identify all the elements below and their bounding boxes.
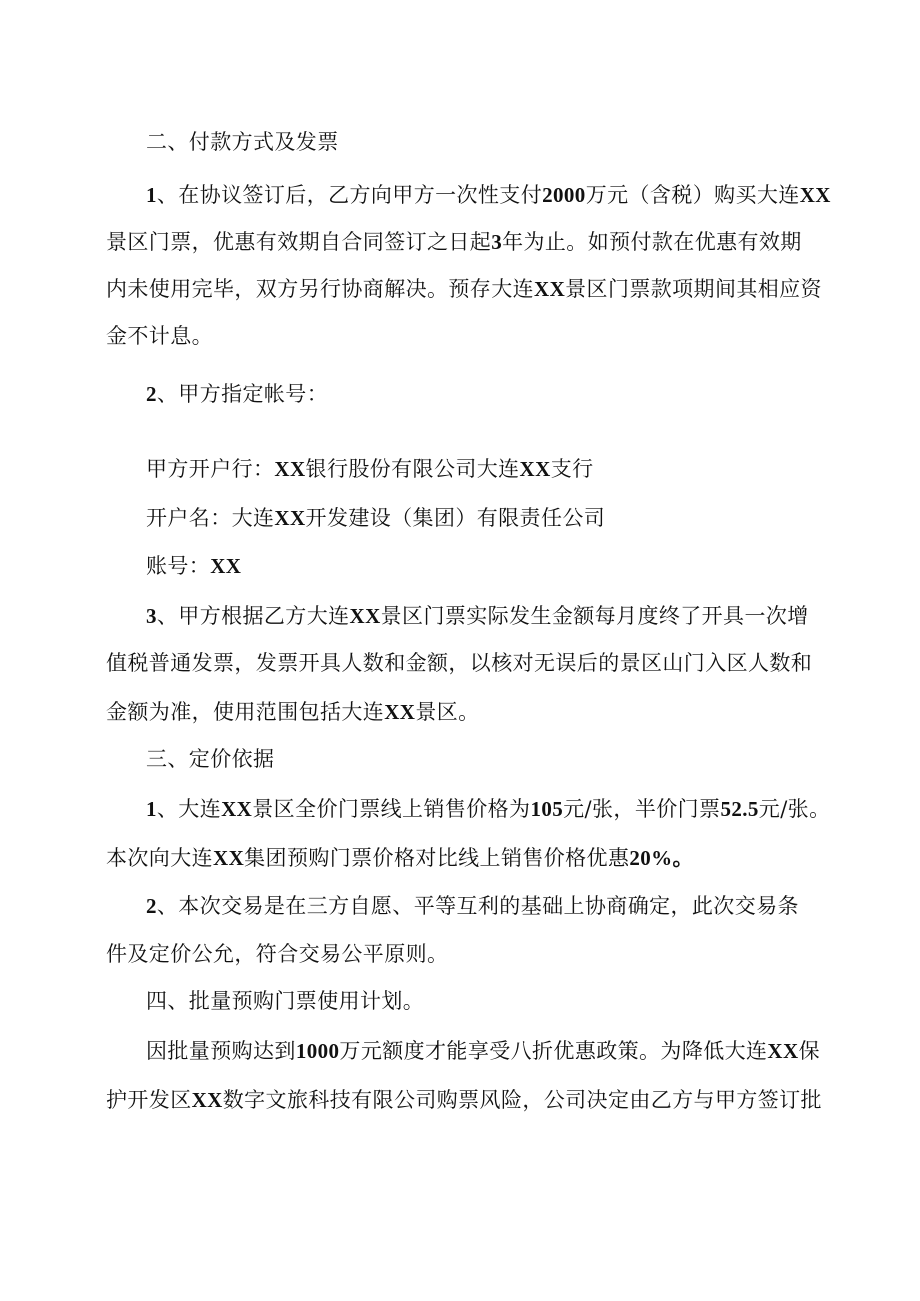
paragraph-line: 景区门票，优惠有效期自合同签订之日起3年为止。如预付款在优惠有效期 [106, 230, 802, 254]
bank-name-line: 甲方开户行：XX银行股份有限公司大连XX支行 [146, 457, 594, 481]
paragraph-line: 金不计息。 [106, 324, 213, 348]
paragraph-line: 3、甲方根据乙方大连XX景区门票实际发生金额每月度终了开具一次增 [146, 604, 809, 628]
account-number-line: 账号：XX [146, 554, 242, 578]
paragraph-line: 金额为准，使用范围包括大连XX景区。 [106, 700, 480, 724]
paragraph-line: 因批量预购达到1000万元额度才能享受八折优惠政策。为降低大连XX保 [146, 1039, 820, 1063]
section-heading-plan: 四、批量预购门票使用计划。 [146, 989, 425, 1013]
paragraph-line: 内未使用完毕，双方另行协商解决。预存大连XX景区门票款项期间其相应资 [106, 277, 822, 301]
paragraph-line: 本次向大连XX集团预购门票价格对比线上销售价格优惠20%。 [106, 846, 694, 870]
section-heading-pricing: 三、定价依据 [146, 747, 275, 771]
account-name-line: 开户名：大连XX开发建设（集团）有限责任公司 [146, 506, 606, 530]
paragraph-line: 2、本次交易是在三方自愿、平等互利的基础上协商确定，此次交易条 [146, 894, 799, 918]
section-heading-payment: 二、付款方式及发票 [146, 130, 339, 154]
paragraph-line: 2、甲方指定帐号： [146, 382, 329, 406]
paragraph-line: 件及定价公允，符合交易公平原则。 [106, 942, 449, 966]
paragraph-line: 值税普通发票，发票开具人数和金额，以核对无误后的景区山门入区人数和 [106, 651, 813, 675]
paragraph-line: 1、在协议签订后，乙方向甲方一次性支付2000万元（含税）购买大连XX [146, 183, 831, 207]
paragraph-line: 护开发区XX数字文旅科技有限公司购票风险，公司决定由乙方与甲方签订批 [106, 1088, 822, 1112]
paragraph-line: 1、大连XX景区全价门票线上销售价格为105元/张，半价门票52.5元/张。 [146, 797, 831, 821]
